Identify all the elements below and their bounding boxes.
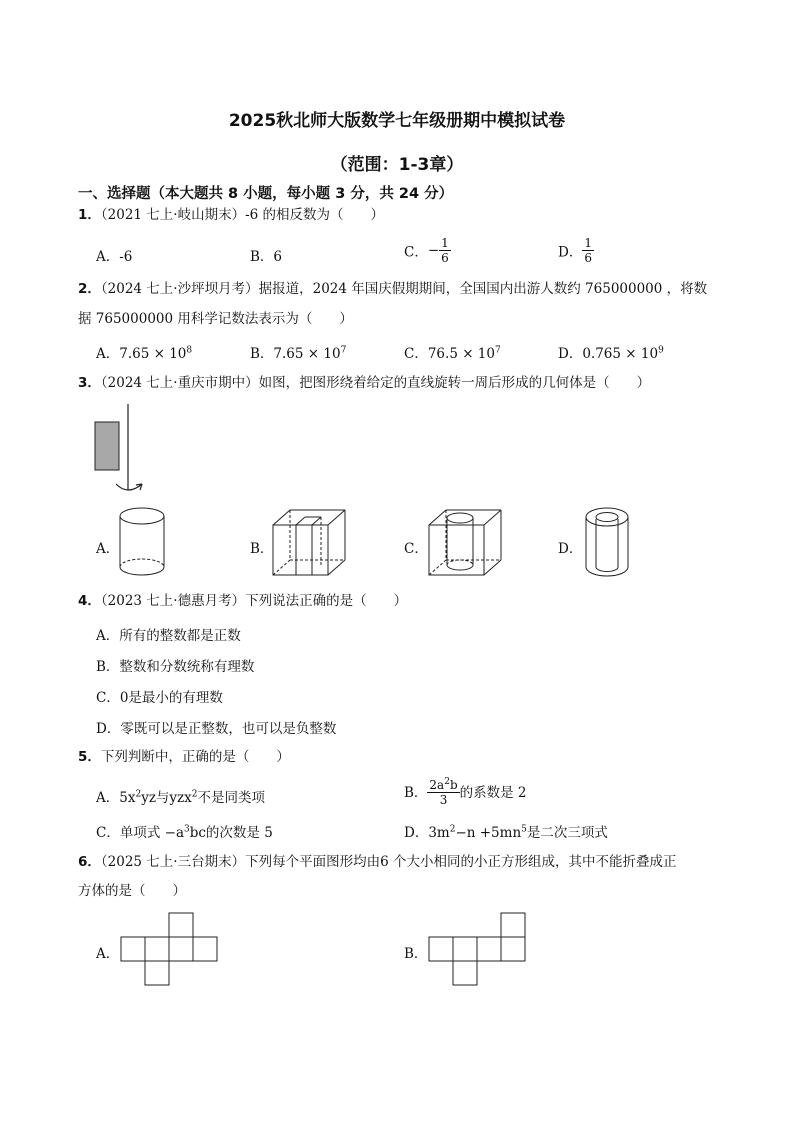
q6-option-b-net bbox=[428, 912, 530, 988]
question-6-line2: 方体的是（ ） bbox=[78, 883, 186, 899]
question-stem: 据报道，2024 年国庆假期期间，全国国内出游人数约 765000000 ，将数 bbox=[258, 281, 708, 297]
question-number: 1． bbox=[78, 207, 101, 223]
question-2 bbox=[78, 278, 707, 300]
q1-option-b: B．6 bbox=[250, 249, 283, 265]
q4-option-d: D．零既可以是正整数，也可以是负整数 bbox=[96, 721, 337, 737]
question-stem: -6 的相反数为（ ） bbox=[245, 207, 385, 223]
page-subtitle: （范围：1-3章） bbox=[330, 155, 464, 175]
q4-option-b: B．整数和分数统称有理数 bbox=[96, 659, 255, 675]
question-6 bbox=[78, 851, 677, 873]
q1-option-c: C．− $\frac{1}{6}$ bbox=[404, 236, 449, 265]
question-source: （2024 七上·重庆市期中） bbox=[100, 375, 259, 391]
q1-option-d: D． $\frac{1}{6}$ bbox=[558, 236, 592, 265]
q5-option-b: B． $\frac{2a^2b}{3}$ 的系数是 2 bbox=[404, 777, 527, 807]
question-number: 3． bbox=[78, 375, 101, 391]
q3-option-d-hollow-cylinder bbox=[584, 505, 634, 580]
q3-option-b-label: B． bbox=[250, 541, 274, 557]
q5-option-d: D．$3m^2-n +5mn^5$是二次三项式 bbox=[404, 824, 608, 841]
q4-option-a: A．所有的整数都是正数 bbox=[96, 628, 241, 644]
q6-option-a-label: A． bbox=[96, 946, 120, 962]
question-1 bbox=[78, 204, 384, 226]
question-source: （2023 七上·德惠月考） bbox=[100, 593, 246, 609]
question-2-line2: 据 765000000 用科学记数法表示为（ ） bbox=[78, 311, 353, 327]
q2-option-d: D．$0.765 \times 10^9$ bbox=[558, 345, 664, 362]
question-number: 6． bbox=[78, 854, 101, 870]
question-source: （2024 七上·沙坪坝月考） bbox=[100, 281, 259, 297]
question-stem: 下列判断中，正确的是（ ） bbox=[100, 749, 290, 765]
q3-option-c-label: C． bbox=[404, 541, 428, 557]
question-4 bbox=[78, 590, 407, 612]
q1-option-a: A．-6 bbox=[96, 249, 133, 265]
q5-option-c: C．单项式 $-a^3bc$的次数是 5 bbox=[96, 824, 273, 841]
q3-option-b-cube bbox=[270, 507, 350, 579]
question-stem: 如图，把图形绕着给定的直线旋转一周后形成的几何体是（ ） bbox=[258, 375, 651, 391]
q2-option-b: B．$7.65 \times 10^7$ bbox=[250, 345, 347, 362]
q3-option-d-label: D． bbox=[558, 541, 583, 557]
question-stem: 下列说法正确的是（ ） bbox=[245, 593, 408, 609]
q3-option-a-cylinder bbox=[118, 505, 168, 580]
question-number: 4． bbox=[78, 593, 101, 609]
question-number: 2． bbox=[78, 281, 101, 297]
q3-option-c-cube-with-cylinder bbox=[426, 507, 506, 579]
question-source: （2021 七上·岐山期末） bbox=[100, 207, 246, 223]
question-3 bbox=[78, 372, 650, 394]
question-number: 5． bbox=[78, 749, 101, 765]
question-5 bbox=[78, 746, 290, 768]
section-heading: 一、选择题（本大题共 8 小题，每小题 3 分，共 24 分） bbox=[78, 186, 454, 202]
page-title: 2025秋北师大版数学七年级册期中模拟试卷 bbox=[228, 111, 566, 131]
shaded-rectangle bbox=[95, 422, 119, 470]
q5-option-a: A．$5x^2yz$与yzx$^2$不是同类项 bbox=[96, 789, 266, 806]
q4-option-c: C．0是最小的有理数 bbox=[96, 690, 223, 706]
q3-option-a-label: A． bbox=[96, 541, 120, 557]
q6-option-b-label: B． bbox=[404, 946, 428, 962]
q2-option-c: C．$76.5 \times 10^7$ bbox=[404, 345, 501, 362]
q2-option-a: A．$7.65 \times 10^8$ bbox=[96, 345, 193, 362]
rotation-figure bbox=[90, 400, 160, 500]
question-stem: 下列每个平面图形均由6 个大小相同的小正方形组成，其中不能折叠成正 bbox=[245, 854, 677, 870]
question-source: （2025 七上·三台期末） bbox=[100, 854, 246, 870]
q6-option-a-net bbox=[120, 912, 222, 988]
